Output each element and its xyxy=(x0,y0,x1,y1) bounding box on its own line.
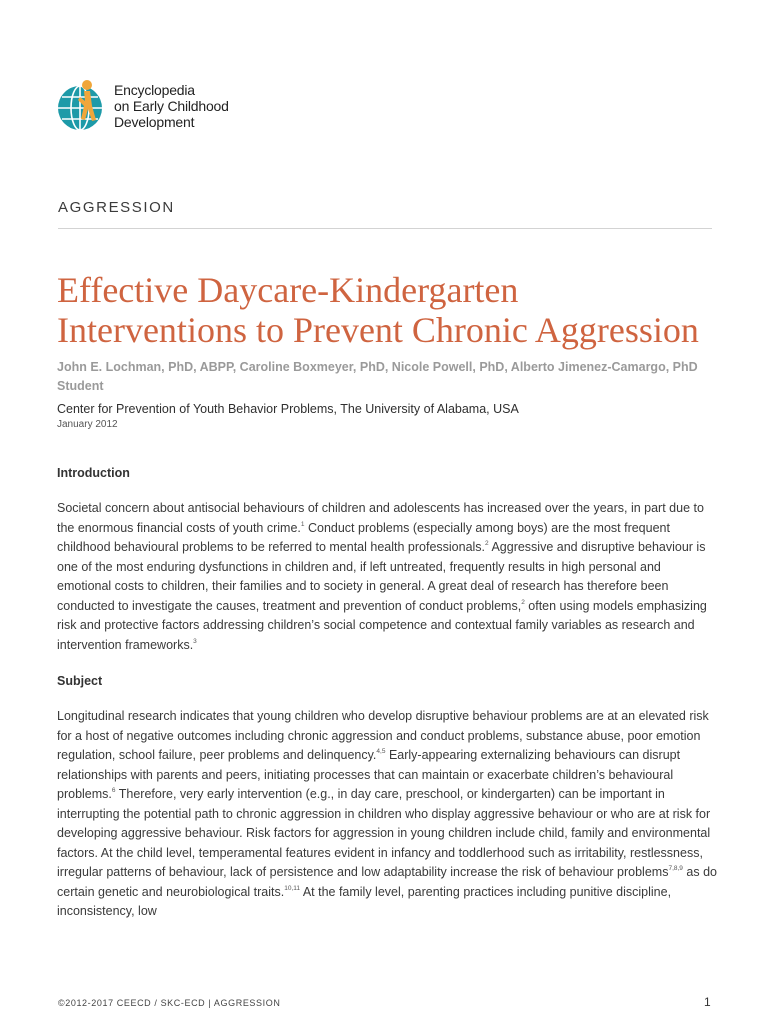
introduction-paragraph xyxy=(57,499,717,655)
globe-child-icon xyxy=(56,76,106,136)
intro-text-3: Aggressive and disruptive behaviour is one of the most enduring dysfunctions in children and, if left untreated, frequently results in high personal and emotional costs to children, their families and to society in general. A great deal of research has therefore been conducted to investigate the causes, treatment and prevention of conduct problems, xyxy=(57,540,706,613)
citation-ref[interactable]: 3 xyxy=(193,637,197,645)
title-line-1: Effective Daycare-Kindergarten xyxy=(57,270,519,310)
subject-text-3: Therefore, very early intervention (e.g., in day care, preschool, or kindergarten) can be important in interrupting the potential path to chronic aggression in children who display aggressive behaviour or who are at risk for developing aggressive behaviour. Risk factors for aggression in young children include child, family and environmental factors. At the child level, temperamental features evident in infancy and toddlerhood such as irritability, restlessness, irregular patterns of behaviour, lack of persistence and low adaptability increase the risk of behaviour problems xyxy=(57,787,711,879)
authors: John E. Lochman, PhD, ABPP, Caroline Boxmeyer, PhD, Nicole Powell, PhD, Alberto Jimenez-Camargo, PhD Student xyxy=(57,360,698,393)
title-line-2: Interventions to Prevent Chronic Aggression xyxy=(57,310,699,350)
logo-line-2: on Early Childhood xyxy=(114,98,229,114)
subject-text-1: Longitudinal research indicates that young children who develop disruptive behaviour problems are at an elevated risk for a host of negative outcomes including chronic aggression and conduct problems, substance abuse, poor emotion regulation, school failure, peer problems and delinquency. xyxy=(57,709,709,762)
introduction-heading: Introduction xyxy=(57,466,130,480)
citation-ref[interactable]: 2 xyxy=(485,540,489,547)
subject-paragraph xyxy=(57,707,717,922)
divider xyxy=(58,228,712,229)
subject-heading: Subject xyxy=(57,674,103,688)
intro-text-2: Conduct problems (especially among boys) are the most frequent childhood behavioural problems to be referred to mental health professionals. xyxy=(57,520,670,554)
logo-line-1: Encyclopedia xyxy=(114,82,195,98)
subject-text-2: Early-appearing externalizing behaviours can disrupt relationships with parents and peers, initiating processes that can maintain or exacerbate children’s behavioural problems. xyxy=(57,748,681,801)
page-title xyxy=(57,270,727,350)
publication-date: January 2012 xyxy=(57,419,118,430)
intro-text-4: often using models emphasizing risk and protective factors addressing children’s social competence and contextual family variables as research and intervention frameworks. xyxy=(57,598,707,652)
logo-wordmark xyxy=(114,82,229,130)
subject-text-4: as do certain genetic and neurobiological traits. xyxy=(57,865,717,899)
intro-text-1: Societal concern about antisocial behaviours of children and adolescents has increased over the years, in part due to the enormous financial costs of youth crime. xyxy=(57,501,704,535)
citation-ref[interactable]: 7,8,9 xyxy=(668,865,683,872)
section-label: AGGRESSION xyxy=(58,199,175,216)
citation-ref[interactable]: 10,11 xyxy=(284,884,301,892)
citation-ref[interactable]: 1 xyxy=(300,520,305,528)
affiliation: Center for Prevention of Youth Behavior Problems, The University of Alabama, USA xyxy=(57,402,519,416)
logo-line-3: Development xyxy=(114,114,195,130)
page-number: 1 xyxy=(704,995,711,1009)
subject-text-5: At the family level, parenting practices including punitive discipline, inconsistency, low xyxy=(57,884,672,918)
citation-ref[interactable]: 6 xyxy=(111,787,116,794)
citation-ref[interactable]: 2 xyxy=(521,598,525,606)
footer-copyright: ©2012-2017 CEECD / SKC-ECD | AGGRESSION xyxy=(58,998,281,1008)
logo xyxy=(56,76,229,136)
citation-ref[interactable]: 4,5 xyxy=(376,748,386,755)
